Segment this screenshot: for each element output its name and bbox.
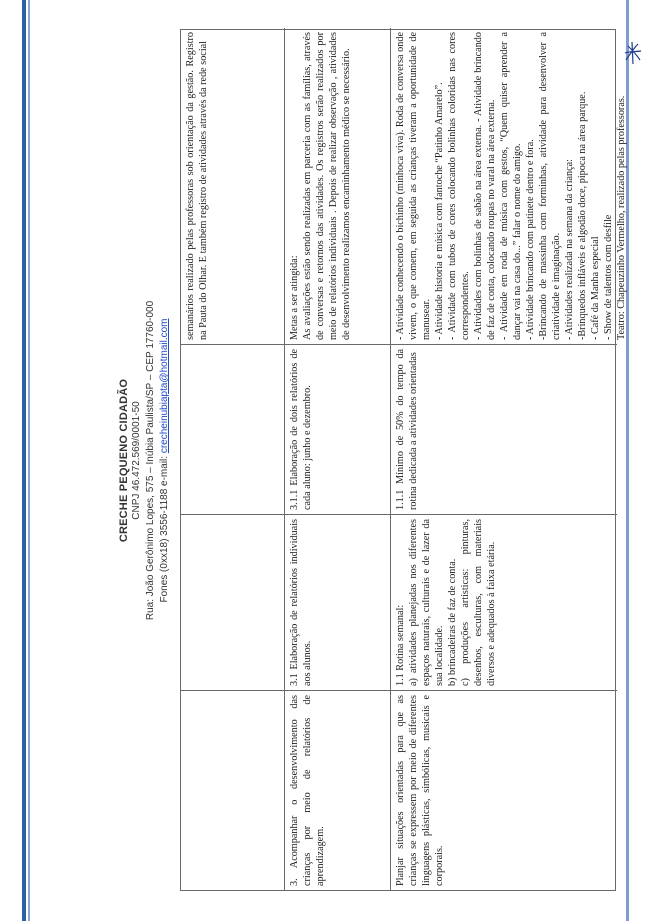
activity-line: - Atividade com tubos de cores colocando bolinhas coloridas nas cores correspondentes. (447, 32, 471, 340)
plan-table (180, 29, 627, 891)
cell-objective-3: 3. Acompanhar o desenvolvimento das crianças por meio de relatórios de aprendizagem. (285, 691, 391, 890)
activity-line: - Atividade em roda de música com gestos, “Quem quiser aprender a dançar vai na casa do...” falar o nome do amigo. (499, 32, 523, 340)
activity-line: Teatro: Chapeuzinho Vermelho, realizado pelas professoras. (616, 95, 627, 340)
activity-line: -Brinquedos infláveis e algodão doce, pipoca na área parque. (577, 91, 588, 340)
activity-line: - Atividade historia e música com fantoche “Patinho Amarelo”. (434, 82, 445, 340)
activity-line: - Show de talentos com desfile (603, 214, 614, 340)
routine-line: 1.1 Rotina semanal: (395, 604, 406, 686)
address-line: Rua: João Gerônimo Lopes, 575 – Inúbia Paulista/SP – CEP 17760-000 (145, 300, 156, 621)
contact-phone: Fones (0xx18) 3556-1188 e-mail: (159, 455, 170, 603)
cell-objective-planning: Planjar situações orientadas para que as crianças se expressem por meio de diferentes linguagens plásticas, simbólicas, musicais e corporais. (395, 695, 445, 886)
letterhead (118, 0, 172, 921)
email-link[interactable]: crecheinubiapta@hotmail.com (159, 318, 170, 454)
cell-empty (181, 515, 285, 690)
cell-routine (391, 515, 617, 690)
cell-empty (181, 345, 285, 514)
cell-results-goals: Metas a ser atingida: As avaliações estão sendo realizadas em parceria com as famílias, através de conversas e retornos das atividades. Os registros serão realizados por meio de relatórios individuais . Depois de realizar observação , atividades de desenvolvimento realizamos encaminhamento médico se necessário. (285, 28, 391, 344)
activity-line: - Atividades com bolinhas de sabão na área externa. - Atividade brincando de faz de conta, colocando roupas no varal na área externa. (473, 32, 497, 340)
cell-empty (181, 691, 285, 890)
routine-line: b) brincadeiras de faz de conta. (447, 558, 458, 686)
cnpj-line: CNPJ 46.472.569/0001-50 (131, 401, 142, 520)
handwritten-signature-icon (622, 40, 644, 66)
org-name: CRECHE PEQUENO CIDADÃO (118, 378, 130, 543)
activity-line: - Café da Manha especial (590, 236, 601, 340)
top-thin-rule (28, 0, 30, 921)
top-blue-rule (22, 0, 26, 921)
column-targets (181, 344, 617, 514)
cell-target-3-1-1: 3.1.1 Elaboração de dois relatórios de cada aluno: junho e dezembro. (285, 345, 391, 514)
cell-results-records: semanários realizado pelas professoras sob orientação da gestão. Registro na Pauta do Olhar. E também registro de atividades através da rede social (181, 28, 285, 344)
cell-target-1-1-1: 1.1.1 Mínimo de 50% do tempo da rotina dedicada a atividades orientadas (395, 349, 419, 510)
cell-results-activities (391, 28, 627, 344)
activity-line: - Atividade conhecendo o bichinho (minhoca viva). Roda de conversa onde vivem, o que comem, em seguida as crianças tiveram a oportunidade de manusear. (395, 32, 432, 340)
column-results (181, 28, 627, 344)
activity-line: - Atividades realizada na semana da criança: (564, 158, 575, 340)
activity-line: - Atividade brincando com patinete dentro e fora. (525, 139, 536, 340)
routine-line: c) produções artísticas: pinturas, desenhos, esculturas, com materiais diversos e adequados à faixa etária. (460, 519, 497, 686)
cell-action-3-1: 3.1 Elaboração de relatórios individuais aos alunos. (285, 515, 391, 690)
column-actions (181, 514, 617, 690)
contact-line (158, 0, 172, 921)
column-objectives (181, 690, 617, 890)
routine-line: a) atividades planejadas nos diferentes espaços naturais, culturais e de lazer da sua localidade. (408, 519, 445, 686)
activity-line: -Brincando de massinha com forminhas, atividade para desenvolver a criatividade e imaginação. (538, 32, 562, 340)
